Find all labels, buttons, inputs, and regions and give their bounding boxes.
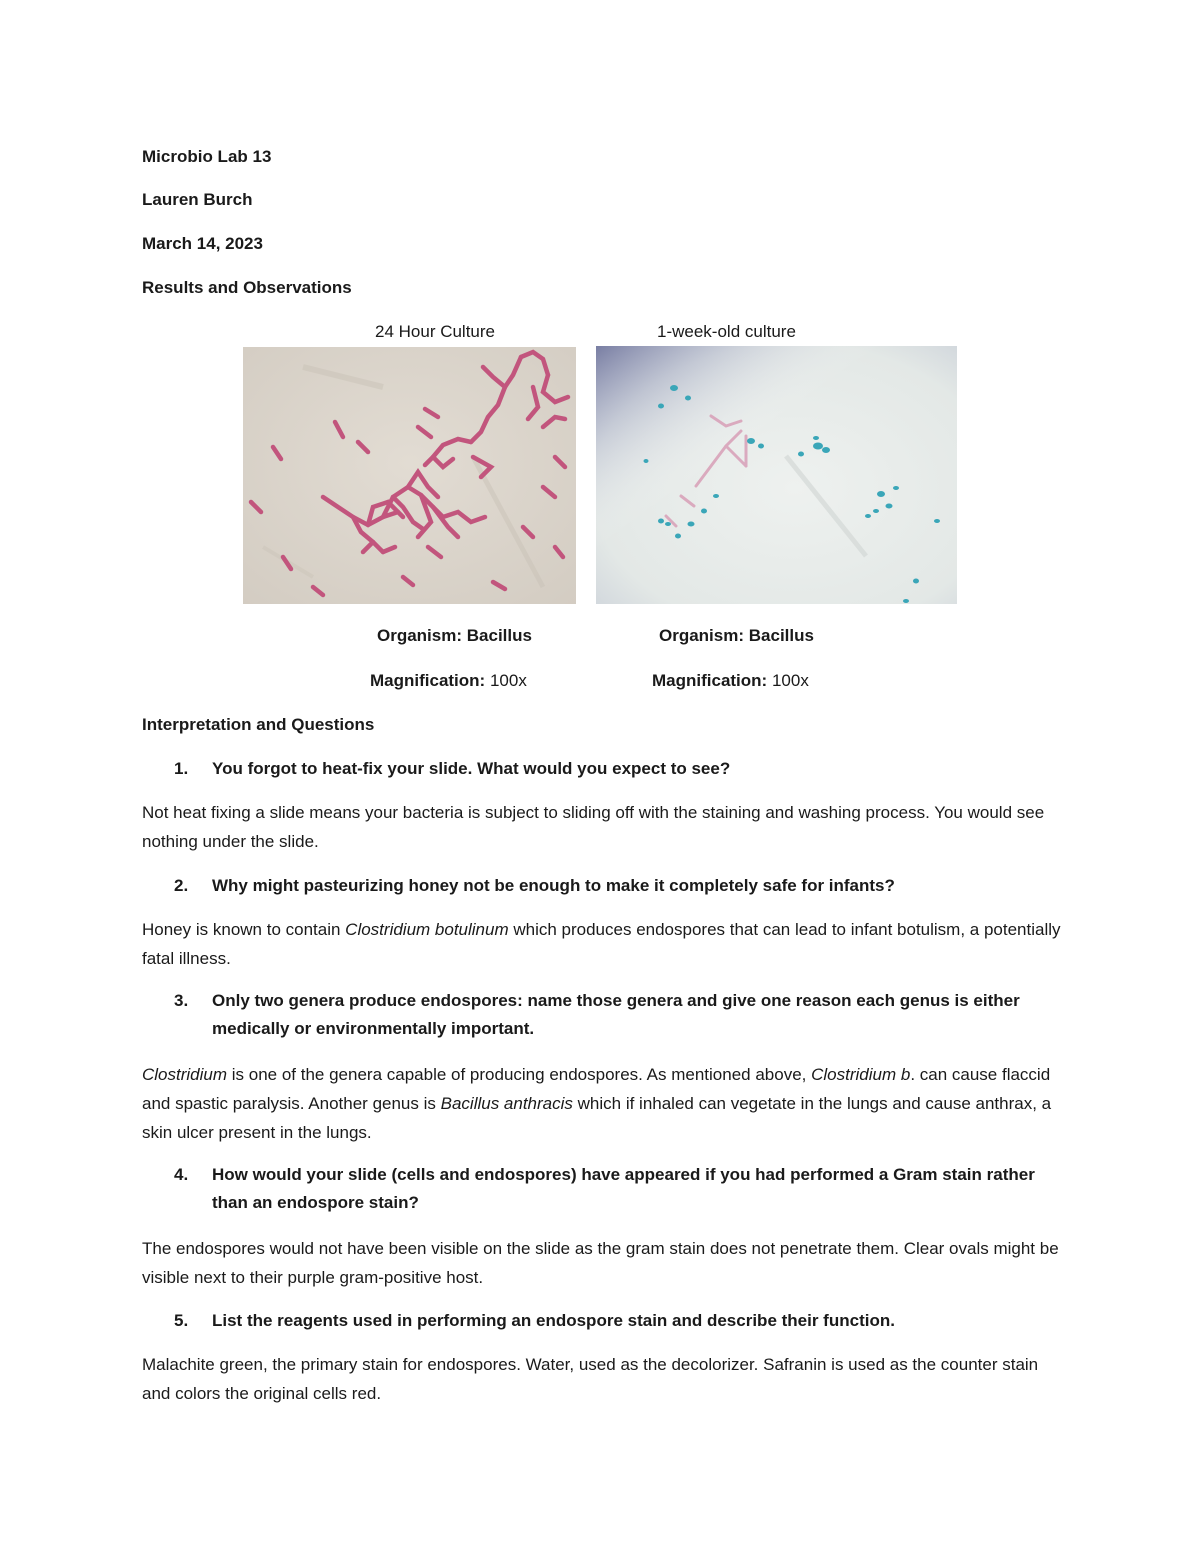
question-3 <box>174 987 1058 1043</box>
question-number: 5. <box>174 1311 189 1330</box>
question-number: 1. <box>174 759 189 778</box>
magnification-label: Magnification: <box>652 671 768 690</box>
figure-2-magnification <box>652 671 809 691</box>
doc-date: March 14, 2023 <box>142 234 263 253</box>
answer-4: The endospores would not have been visible on the slide as the gram stain does not penetrate them. Clear ovals might be visible next to their purple gram-positive host. <box>142 1239 1059 1287</box>
figure-1-organism <box>377 626 532 646</box>
magnification-value: 100x <box>489 671 527 690</box>
organism-label: Organism: <box>659 626 745 645</box>
results-heading: Results and Observations <box>142 278 352 297</box>
answer-text: which produces endospores that can lead to infant botulism, a potentially fatal illness. <box>142 920 1061 968</box>
species-name: Clostridium botulinum <box>345 920 509 939</box>
question-number: 2. <box>174 876 189 895</box>
species-name: Clostridium b <box>811 1065 911 1084</box>
question-number: 3. <box>174 991 189 1010</box>
magnification-value: 100x <box>771 671 809 690</box>
answer-5: Malachite green, the primary stain for endospores. Water, used as the decolorizer. Safranin is used as the counter stain and colors the original cells red. <box>142 1355 1039 1403</box>
answer-text: which if inhaled can vegetate in the lungs and cause anthrax, a skin ulcer present in the lungs. <box>142 1094 1052 1142</box>
answer-text: is one of the genera capable of producing endospores. As mentioned above, <box>227 1065 812 1084</box>
answer-text: . can cause flaccid and spastic paralysis. Another genus is <box>142 1065 1051 1113</box>
organism-value: Bacillus <box>466 626 532 645</box>
question-text: List the reagents used in performing an endospore stain and describe their function. <box>212 1311 895 1330</box>
answer-text: Honey is known to contain <box>142 920 346 939</box>
answer-1: Not heat fixing a slide means your bacteria is subject to sliding off with the staining and washing process. You would see nothing under the slide. <box>142 803 1045 851</box>
micrograph-24-hour-culture <box>243 347 576 604</box>
figure-1-magnification <box>370 671 527 691</box>
question-text: You forgot to heat-fix your slide. What would you expect to see? <box>212 759 731 778</box>
question-5 <box>174 1307 1058 1335</box>
author-name: Lauren Burch <box>142 190 253 209</box>
figure-2-organism <box>659 626 814 646</box>
doc-title: Microbio Lab 13 <box>142 147 272 166</box>
genus-name: Clostridium <box>142 1065 228 1084</box>
question-text: How would your slide (cells and endospores) have appeared if you had performed a Gram stain rather than an endospore stain? <box>212 1165 1035 1212</box>
answer-2 <box>142 915 1062 973</box>
question-text: Why might pasteurizing honey not be enough to make it completely safe for infants? <box>212 876 895 895</box>
micrograph-1-week-old-culture <box>596 346 957 604</box>
question-number: 4. <box>174 1165 189 1184</box>
figure-2-caption: 1-week-old culture <box>657 322 796 341</box>
figure-1-caption: 24 Hour Culture <box>375 322 496 341</box>
organism-label: Organism: <box>377 626 463 645</box>
answer-3 <box>142 1060 1062 1147</box>
magnification-label: Magnification: <box>370 671 486 690</box>
interpretation-heading: Interpretation and Questions <box>142 715 375 734</box>
question-4 <box>174 1161 1058 1217</box>
question-2 <box>174 872 1058 900</box>
question-1 <box>174 755 1058 783</box>
question-text: Only two genera produce endospores: name those genera and give one reason each genus is either medically or environmentally important. <box>212 991 1020 1038</box>
species-name: Bacillus anthracis <box>440 1094 573 1113</box>
organism-value: Bacillus <box>748 626 814 645</box>
